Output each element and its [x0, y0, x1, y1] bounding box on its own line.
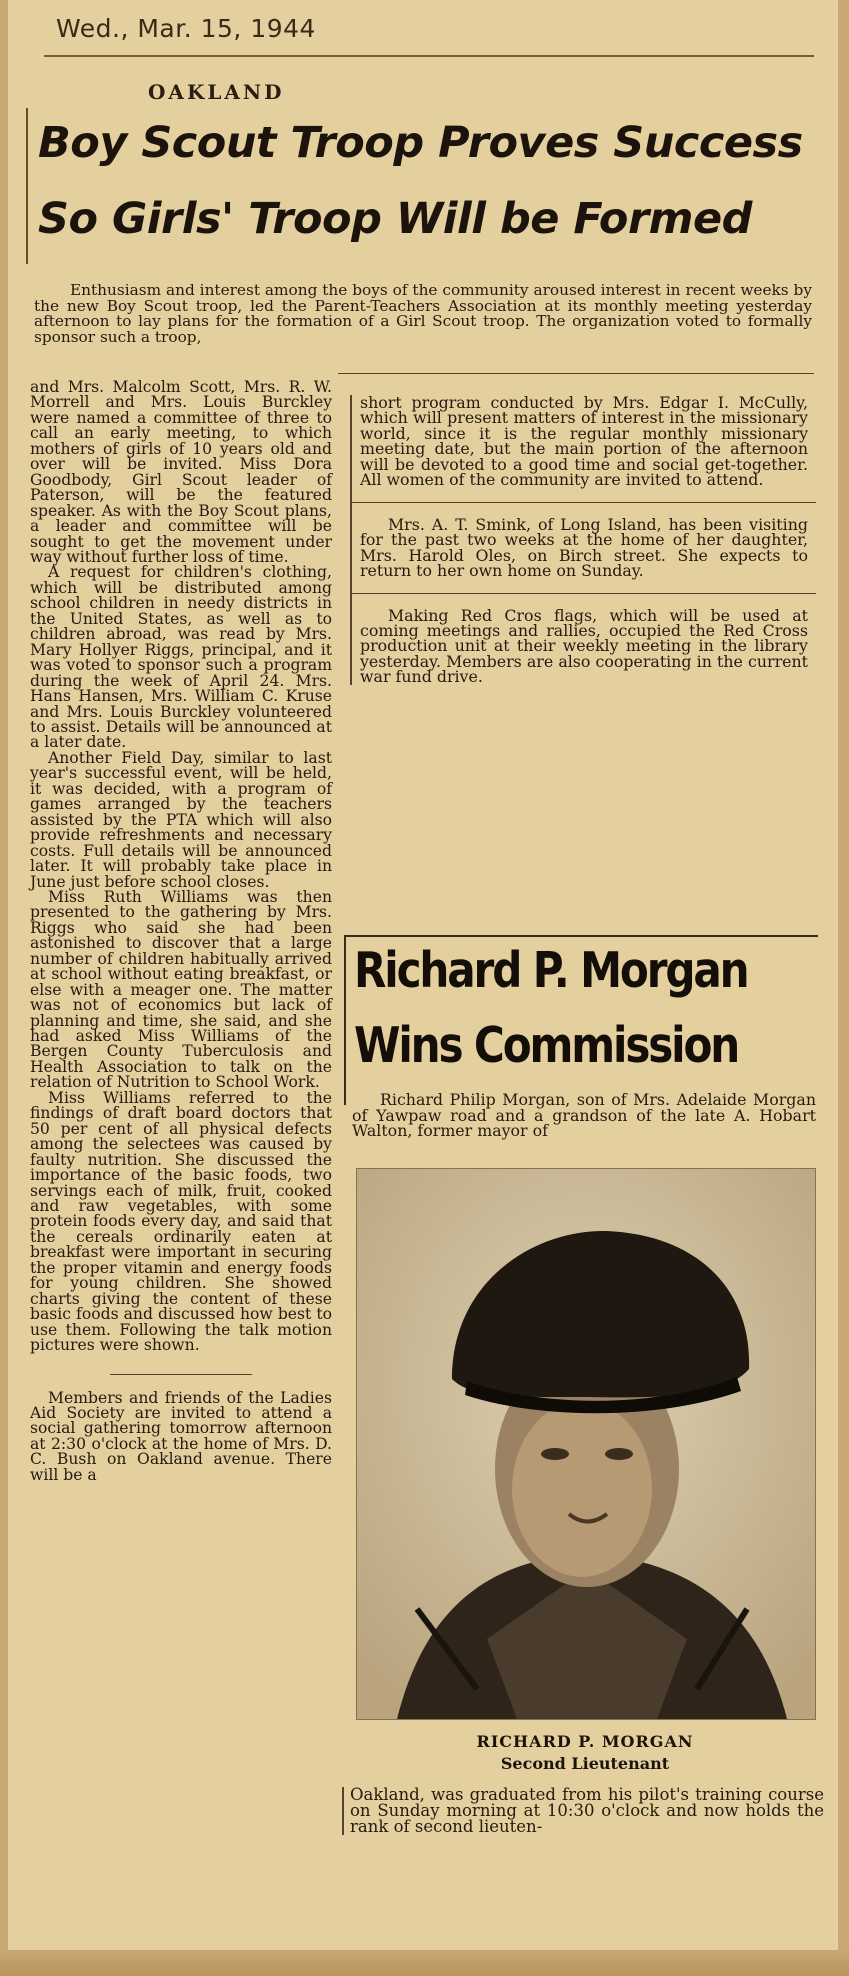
item-divider	[352, 502, 816, 503]
section-heading: OAKLAND	[148, 80, 285, 104]
photo-caption-rank: Second Lieutenant	[500, 1754, 670, 1773]
paragraph-field-day: Another Field Day, similar to last year's successful event, will be held, it was decided, with a program of games arranged by the teachers assisted by the PTA which will also provide refreshments and necessary costs. Full details will be announced later. It will probably take place in June just before school closes.	[30, 748, 332, 891]
morgan-headline-box	[344, 935, 818, 1105]
clipping-edge	[0, 1950, 849, 1976]
article-column-right	[350, 395, 816, 685]
morgan-article-intro	[352, 1092, 816, 1139]
portrait-photo	[356, 1168, 816, 1720]
paragraph-morgan-graduation: Oakland, was graduated from his pilot's training course on Sunday morning at 10:30 o'clock and now holds the rank of second lieuten-	[350, 1785, 824, 1836]
newspaper-clipping	[8, 0, 838, 1976]
column-divider	[338, 373, 814, 374]
lead-text: Enthusiasm and interest among the boys of the community aroused interest in recent weeks by the new Boy Scout troop, led the Parent-Teachers Association at its monthly meeting yesterday afternoon to lay plans for the formation of a Girl Scout troop. The organization voted to formally sponsor such a troop,	[34, 281, 812, 346]
main-headline-box	[26, 108, 818, 264]
news-items-box	[350, 395, 816, 685]
paragraph-ladies-aid: Members and friends of the Ladies Aid Society are invited to attend a social gathering tomorrow afternoon at 2:30 o'clock at the home of Mrs. D. C. Bush on Oakland avenue. There will be a	[30, 1388, 332, 1484]
paragraph-committee: and Mrs. Malcolm Scott, Mrs. R. W. Morrell and Mrs. Louis Burckley were named a committee of three to call an early meeting, to which mothers of girls of 10 years old and over will be invited. Miss Dora Goodbody, Girl Scout leader of Paterson, will be the featured speaker. As with the Boy Scout plans, a leader and committee will be sought to get the movement under way without further loss of time.	[30, 378, 332, 566]
paragraph-ruth-williams: Miss Ruth Williams was then presented to the gathering by Mrs. Riggs who said she had been astonished to discover that a large number of children habitually arrived at school without eating breakfast, or else with a meager one. The matter was not of economics but lack of planning and time, she said, and she had asked Miss Williams of the Bergen County Tuberculosis and Health Association to talk on the relation of Nutrition to School Work.	[30, 887, 332, 1092]
morgan-headline-line-2: Wins Commission	[354, 1017, 739, 1074]
item-divider	[110, 1374, 252, 1375]
paragraph-clothing: A request for children's clothing, which will be distributed among school children in needy districts in the United States, as well as to children abroad, was read by Mrs. Mary Hollyer Riggs, principal, and it was voted to sponsor such a program during the week of April 24. Mrs. Hans Hansen, Mrs. William C. Kruse and Mrs. Louis Burckley volunteered to assist. Details will be announced at a later date.	[30, 563, 332, 752]
headline-line-1: Boy Scout Troop Proves Success	[38, 118, 803, 168]
paragraph-morgan-intro: Richard Philip Morgan, son of Mrs. Adelaide Morgan of Yawpaw road and a grandson of the late A. Hobart Walton, former mayor of	[352, 1090, 816, 1140]
photo-caption-name: RICHARD P. MORGAN	[476, 1732, 694, 1751]
lead-paragraph	[34, 283, 812, 345]
issue-date: Wed., Mar. 15, 1944	[56, 14, 316, 43]
headline-line-2: So Girls' Troop Will be Formed	[38, 194, 752, 244]
item-divider	[352, 593, 816, 594]
morgan-article-continued	[342, 1787, 824, 1835]
masthead-rule	[44, 55, 814, 57]
morgan-headline-line-1: Richard P. Morgan	[354, 942, 748, 999]
portrait-image	[357, 1169, 815, 1719]
article-column-left	[30, 380, 332, 1483]
paragraph-program: short program conducted by Mrs. Edgar I. McCully, which will present matters of interest in the missionary world, since it is the regular monthly missionary meeting date, but the main portion of the afternoon will be devoted to a good time and social get-together. All women of the community are invited to attend.	[360, 393, 808, 490]
paragraph-nutrition: Miss Williams referred to the findings of draft board doctors that 50 per cent of all physical defects among the selectees was caused by faulty nutrition. She discussed the importance of the basic foods, two servings each of milk, fruit, cooked and raw vegetables, with some protein foods every day, and said that the cereals ordinarily eaten at breakfast were important in securing the proper vitamin and energy foods for young children. She showed charts giving the content of these basic foods and discussed how best to use them. Following the talk motion pictures were shown.	[30, 1088, 332, 1355]
paragraph-red-cross: Making Red Cros flags, which will be used at coming meetings and rallies, occupied the Red Cross production unit at their weekly meeting in the library yesterday. Members are also cooperating in the current war fund drive.	[360, 605, 808, 687]
paragraph-smink: Mrs. A. T. Smink, of Long Island, has been visiting for the past two weeks at the home of her daughter, Mrs. Harold Oles, on Birch street. She expects to return to her own home on Sunday.	[360, 514, 808, 581]
